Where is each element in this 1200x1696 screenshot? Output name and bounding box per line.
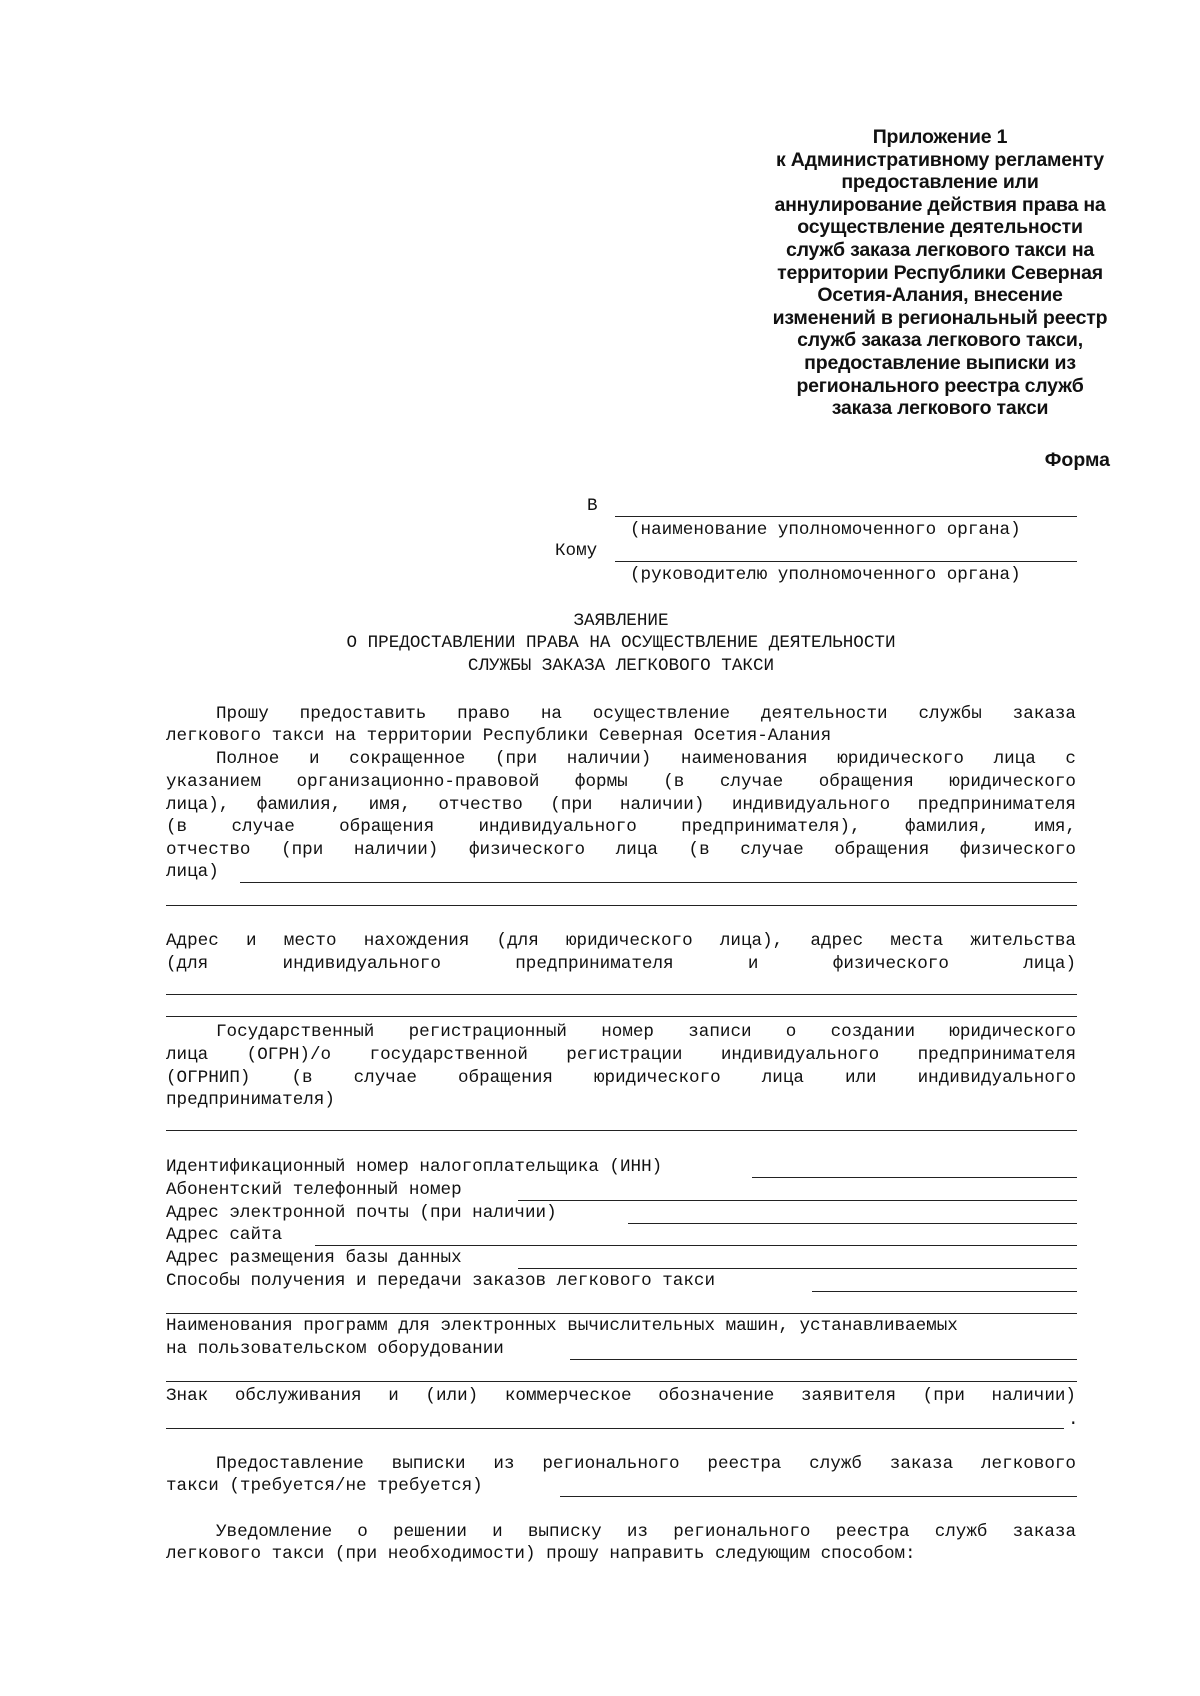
header-line: территории Республики Северная [777,261,1103,284]
address-text-2: (для индивидуального предпринимателя и физического лица) [166,954,1076,974]
site-label: Адрес сайта [166,1225,283,1245]
header-line: Приложение 1 [872,126,1008,148]
notify-text-2: легкового такси (при необходимости) прошу направить следующим способом: [166,1544,916,1564]
notify-text-1: Уведомление о решении и выписку из регионального реестра служб заказа [216,1522,1076,1542]
request-text-1: Прошу предоставить право на осуществление деятельности службы заказа [216,704,1076,724]
inn-field[interactable] [752,1177,1077,1178]
site-field[interactable] [315,1245,1077,1246]
form-label: Форма [1044,449,1110,471]
doc-title: ЗАЯВЛЕНИЕ [573,611,669,631]
ogrn-text-3: (ОГРНИП) (в случае обращения юридического лица или индивидуального [166,1068,1076,1088]
inn-label: Идентификационный номер налогоплательщика (ИНН) [166,1157,663,1177]
email-label: Адрес электронной почты (при наличии) [166,1203,557,1223]
address-field[interactable] [166,994,1077,995]
request-text-2: легкового такси на территории Республики Северная Осетия-Алания [166,726,832,746]
header-line: к Административному регламенту [776,148,1104,171]
ogrn-field[interactable] [166,1130,1077,1131]
doc-subtitle-1: О ПРЕДОСТАВЛЕНИИ ПРАВА НА ОСУЩЕСТВЛЕНИЕ ДЕЯТЕЛЬНОСТИ [346,633,896,653]
software-text-1: Наименования программ для электронных вычислительных машин, устанавливаемых [166,1316,958,1336]
appendix-header [760,126,1120,420]
phone-label: Абонентский телефонный номер [166,1180,462,1200]
doc-subtitle-2: СЛУЖБЫ ЗАКАЗА ЛЕГКОВОГО ТАКСИ [467,656,775,676]
name-text-2: указанием организационно-правовой формы (в случае обращения юридического [166,772,1076,792]
orders-field-extra[interactable] [166,1313,1077,1314]
address-field-extra[interactable] [166,1016,1077,1017]
to-label: В [587,496,598,516]
header-line: предоставление выписки из [804,351,1076,374]
email-field[interactable] [628,1223,1077,1224]
whom-field[interactable] [615,561,1077,562]
name-text-4: (в случае обращения индивидуального предпринимателя), фамилия, имя, [166,817,1076,837]
extract-field[interactable] [560,1496,1077,1497]
ogrn-text-2: лица (ОГРН)/о государственной регистрации индивидуального предпринимателя [166,1045,1076,1065]
mark-text: Знак обслуживания и (или) коммерческое обозначение заявителя (при наличии) [166,1386,1076,1406]
name-text-6: лица) [166,862,219,882]
software-field[interactable] [570,1359,1077,1360]
software-text-2: на пользовательском оборудовании [166,1339,504,1359]
phone-field[interactable] [518,1200,1077,1201]
header-line: предоставление или [841,171,1039,194]
header-line: осуществление деятельности [797,216,1083,239]
ogrn-text-1: Государственный регистрационный номер записи о создании юридического [216,1022,1076,1042]
orders-field[interactable] [812,1291,1077,1292]
db-label: Адрес размещения базы данных [166,1248,462,1268]
name-text-5: отчество (при наличии) физического лица (в случае обращения физического [166,840,1076,860]
header-line: аннулирование действия права на [774,193,1106,216]
mark-field[interactable] [166,1428,1064,1429]
software-field-extra[interactable] [166,1381,1077,1382]
extract-text-1: Предоставление выписки из регионального реестра служб заказа легкового [216,1454,1076,1474]
header-line: заказа легкового такси [831,397,1049,420]
to-caption: (наименование уполномоченного органа) [630,520,1021,540]
header-line: служб заказа легкового такси, [797,329,1083,352]
name-text-3: лица), фамилия, имя, отчество (при наличии) индивидуального предпринимателя [166,795,1076,815]
header-line: изменений в региональный реестр [772,306,1108,329]
mark-period: . [1068,1410,1079,1430]
name-field-extra[interactable] [166,905,1077,906]
address-text-1: Адрес и место нахождения (для юридического лица), адрес места жительства [166,931,1076,951]
db-field[interactable] [518,1268,1077,1269]
orders-label: Способы получения и передачи заказов легкового такси [166,1271,716,1291]
whom-label: Кому [555,541,598,561]
ogrn-text-4: предпринимателя) [166,1090,335,1110]
header-line: регионального реестра служб [796,374,1084,397]
to-field[interactable] [615,516,1077,517]
extract-text-2: такси (требуется/не требуется) [166,1476,483,1496]
name-field[interactable] [240,882,1077,883]
header-line: служб заказа легкового такси на [785,238,1095,261]
name-text-1: Полное и сокращенное (при наличии) наименования юридического лица с [216,749,1076,769]
whom-caption: (руководителю уполномоченного органа) [630,565,1021,585]
header-line: Осетия-Алания, внесение [817,284,1063,307]
